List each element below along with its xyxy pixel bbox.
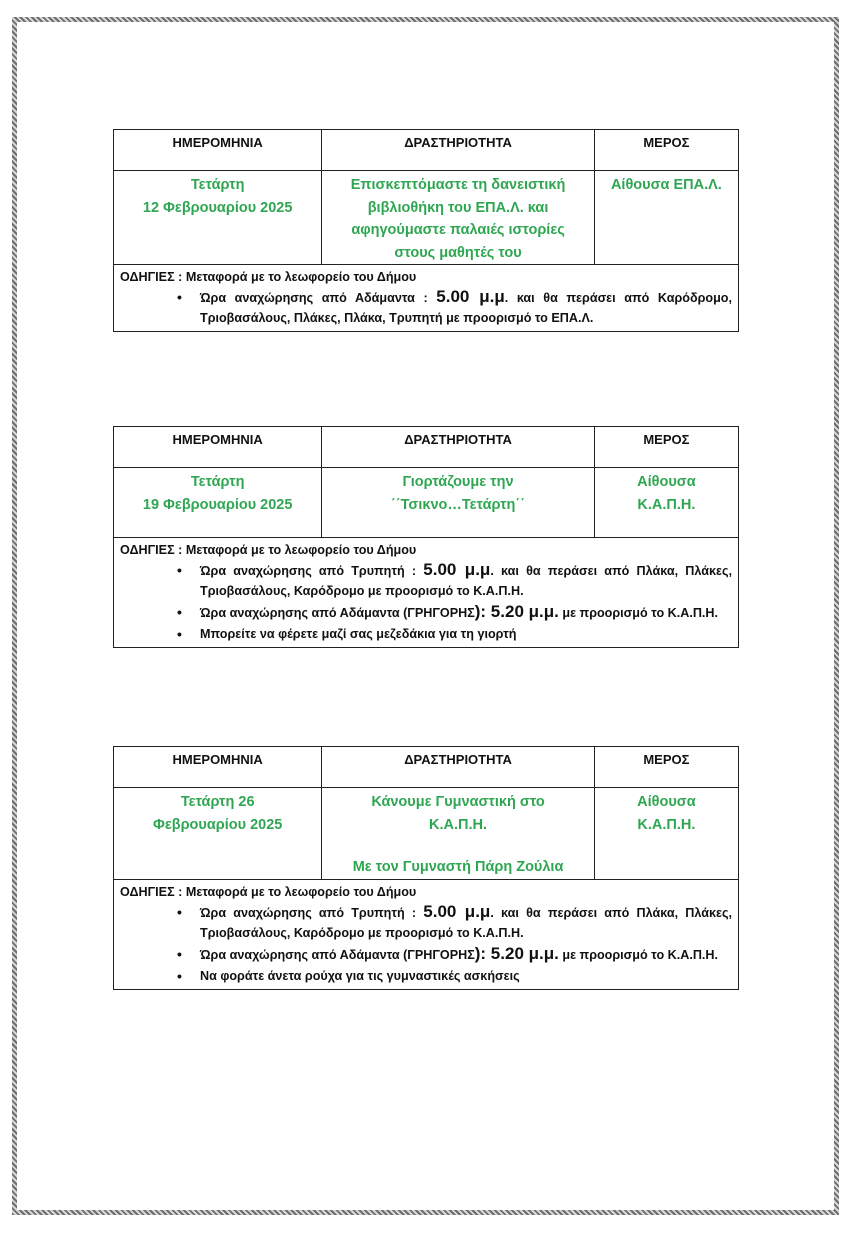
event-activity: Επισκεπτόμαστε τη δανειστική βιβλιοθήκη του ΕΠΑ.Λ. και αφηγούμαστε παλαιές ιστορίες στους μαθητές του [322,171,594,265]
instruction-item: • Μπορείτε να φέρετε μαζί σας μεζεδάκια για τη γιορτή [200,624,732,644]
instruction-item: • Ώρα αναχώρησης από Τρυπητή : 5.00 μ.μ. και θα περάσει από Πλάκα, Πλάκες, Τριοβασάλους, Καρόδρομο με προορισμό το Κ.Α.Π.Η. [200,902,732,943]
instructions-label: ΟΔΗΓΙΕΣ : Μεταφορά με το λεωφορείο του Δήμου [120,884,417,899]
instruction-item: • Ώρα αναχώρησης από Αδάμαντα : 5.00 μ.μ. και θα περάσει από Καρόδρομο, Τριοβασάλους, Πλάκες, Πλάκα, Τρυπητή με προορισμό το ΕΠΑ.Λ. [200,287,732,328]
event-instructions [114,879,739,989]
header-activity: ΔΡΑΣΤΗΡΙΟΤΗΤΑ [322,747,594,788]
header-date: ΗΜΕΡΟΜΗΝΙΑ [114,747,322,788]
event-date: Τετάρτη 26 Φεβρουαρίου 2025 [114,788,322,880]
event-activity: Κάνουμε Γυμναστική στο Κ.Α.Π.Η. Με τον Γυμναστή Πάρη Ζούλια [322,788,594,880]
instructions-list [120,287,732,328]
event-instructions [114,265,739,332]
schedule-table-3 [113,746,739,990]
instructions-list [120,560,732,644]
event-activity: Γιορτάζουμε την ΄΄Τσικνο…Τετάρτη΄΄ [322,468,594,538]
instruction-item: • Να φοράτε άνετα ρούχα για τις γυμναστικές ασκήσεις [200,966,732,986]
header-place: ΜΕΡΟΣ [594,747,738,788]
event-place: Αίθουσα Κ.Α.Π.Η. [594,788,738,880]
schedule-table-1 [113,129,739,332]
header-activity: ΔΡΑΣΤΗΡΙΟΤΗΤΑ [322,427,594,468]
event-place: Αίθουσα ΕΠΑ.Λ. [594,171,738,265]
header-date: ΗΜΕΡΟΜΗΝΙΑ [114,130,322,171]
instruction-item: • Ώρα αναχώρησης από Τρυπητή : 5.00 μ.μ. και θα περάσει από Πλάκα, Πλάκες, Τριοβασάλους, Καρόδρομο με προορισμό το Κ.Α.Π.Η. [200,560,732,601]
instructions-list [120,902,732,986]
event-date: Τετάρτη 12 Φεβρουαρίου 2025 [114,171,322,265]
header-date: ΗΜΕΡΟΜΗΝΙΑ [114,427,322,468]
event-instructions [114,538,739,648]
event-place: Αίθουσα Κ.Α.Π.Η. [594,468,738,538]
event-date: Τετάρτη 19 Φεβρουαρίου 2025 [114,468,322,538]
instructions-label: ΟΔΗΓΙΕΣ : Μεταφορά με το λεωφορείο του Δήμου [120,270,417,284]
header-activity: ΔΡΑΣΤΗΡΙΟΤΗΤΑ [322,130,594,171]
instruction-item: • Ώρα αναχώρησης από Αδάμαντα (ΓΡΗΓΟΡΗΣ): 5.20 μ.μ. με προορισμό το Κ.Α.Π.Η. [200,944,732,965]
schedule-table-2 [113,426,739,648]
header-place: ΜΕΡΟΣ [594,427,738,468]
instructions-label: ΟΔΗΓΙΕΣ : Μεταφορά με το λεωφορείο του Δήμου [120,543,417,557]
header-place: ΜΕΡΟΣ [594,130,738,171]
instruction-item: • Ώρα αναχώρησης από Αδάμαντα (ΓΡΗΓΟΡΗΣ): 5.20 μ.μ. με προορισμό το Κ.Α.Π.Η. [200,602,732,623]
